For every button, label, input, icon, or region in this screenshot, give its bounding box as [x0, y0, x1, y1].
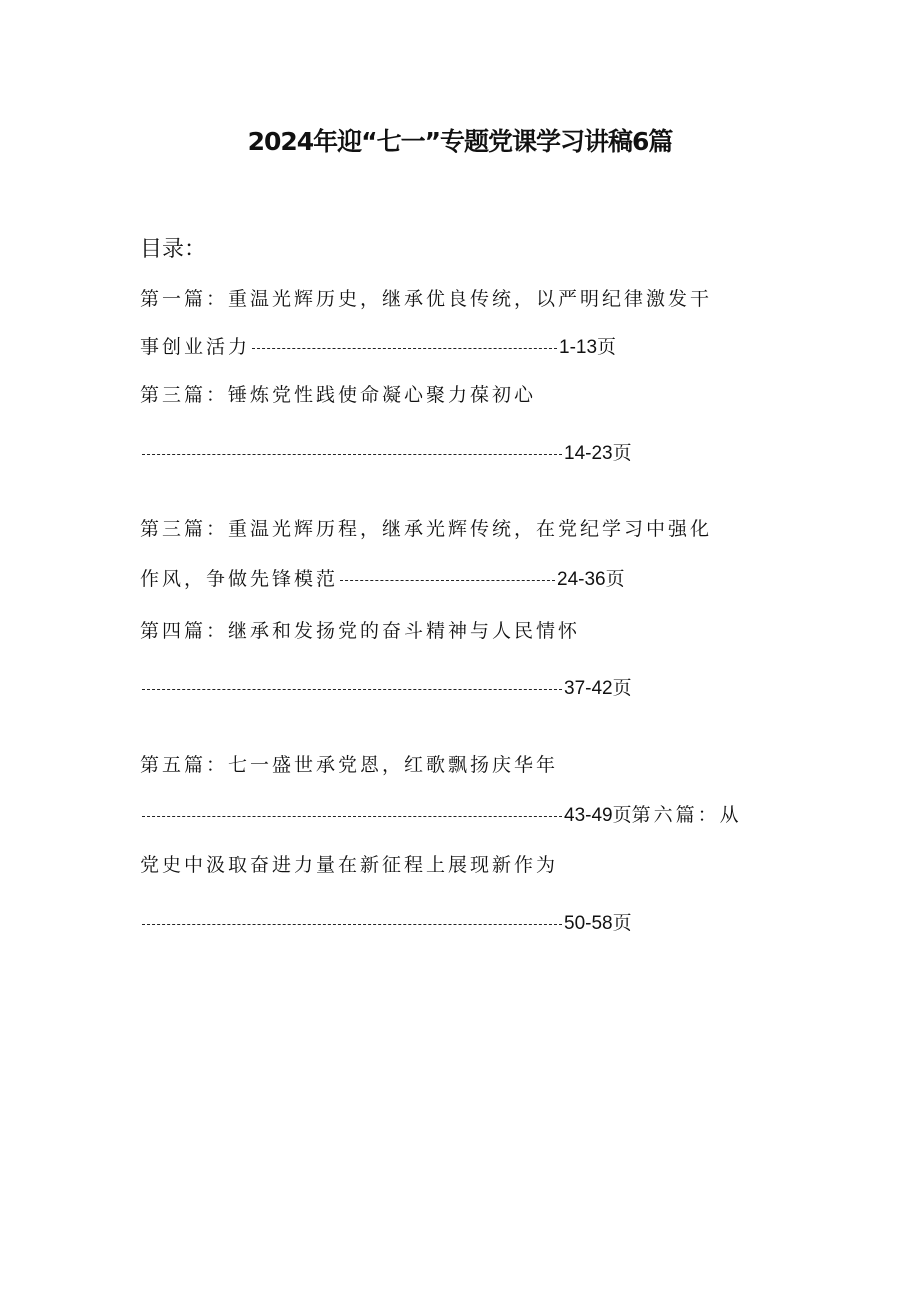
- toc-entry-3-pages: 24-36: [557, 569, 606, 590]
- toc-entry-2-line-2: [140, 438, 632, 468]
- leader-dots: [142, 454, 562, 455]
- toc-entry-3-title-line-2: 作风，争做先锋模范: [140, 568, 339, 590]
- toc-entry-6-line-3: [140, 908, 632, 938]
- toc-entry-2-pages: 14-23: [564, 443, 613, 464]
- toc-entry-3-line-2: [140, 564, 628, 594]
- toc-entry-6-title-start: 第六篇：从: [631, 804, 742, 826]
- toc-entry-4-title: 第四篇：继承和发扬党的奋斗精神与人民情怀: [140, 620, 581, 642]
- leader-dots: [252, 348, 557, 349]
- leader-dots: [340, 580, 555, 581]
- toc-entry-5-line-2: [140, 800, 742, 830]
- toc-entry-6-title-line-2: 党史中汲取奋进力量在新征程上展现新作为: [140, 854, 559, 876]
- toc-entry-3-page-unit: 页: [605, 568, 628, 590]
- toc-entry-1-pages: 1-13: [559, 337, 598, 358]
- toc-entry-4-page-unit: 页: [612, 677, 632, 699]
- document-title: 2024年迎“七一”专题党课学习讲稿6篇: [247, 127, 673, 156]
- toc-entry-3-title-line-1: 第三篇：重温光辉历程，继承光辉传统，在党纪学习中强化: [140, 518, 713, 540]
- toc-entry-1-line-2: [140, 332, 619, 362]
- toc-entry-4-pages: 37-42: [564, 678, 613, 699]
- toc-entry-1-title-line-1: 第一篇：重温光辉历史，继承优良传统，以严明纪律激发干: [140, 288, 713, 310]
- leader-dots: [142, 689, 562, 690]
- toc-entry-5-title: 第五篇：七一盛世承党恩，红歌飘扬庆华年: [140, 754, 559, 776]
- toc-entry-6-pages: 50-58: [564, 913, 613, 934]
- toc-entry-5-pages: 43-49: [564, 805, 613, 826]
- leader-dots: [142, 816, 562, 817]
- toc-entry-5-page-unit: 页: [612, 804, 632, 826]
- toc-entry-4-line-2: [140, 673, 632, 703]
- toc-entry-2-title: 第三篇：锤炼党性践使命凝心聚力葆初心: [140, 384, 537, 406]
- toc-heading: 目录：: [140, 237, 207, 262]
- toc-entry-6-page-unit: 页: [612, 912, 632, 934]
- toc-entry-2-page-unit: 页: [612, 442, 632, 464]
- leader-dots: [142, 924, 562, 925]
- toc-entry-1-page-unit: 页: [597, 336, 620, 358]
- toc-entry-1-title-line-2: 事创业活力: [140, 336, 251, 358]
